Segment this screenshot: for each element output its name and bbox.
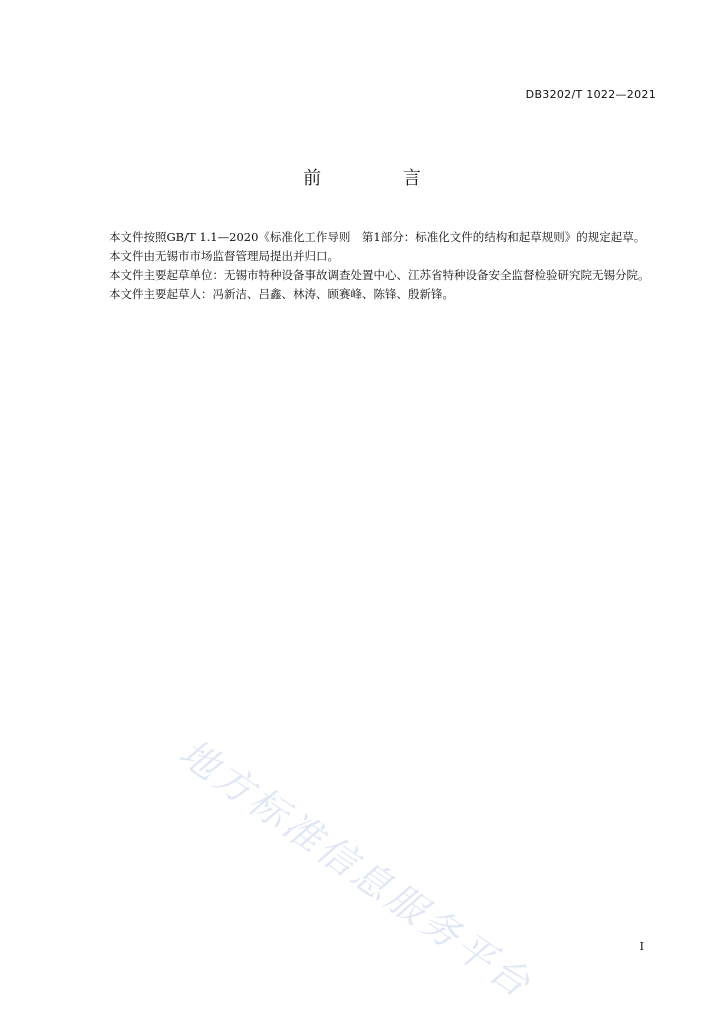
document-code: DB3202/T 1022—2021 — [525, 88, 656, 101]
watermark: 地方标准信息服务平台 — [171, 730, 541, 1008]
page-number: I — [639, 940, 644, 953]
paragraph-drafters: 本文件主要起草人：冯新洁、吕鑫、林涛、顾赛峰、陈锋、殷新锋。 — [109, 287, 454, 301]
paragraph-drafting-rules: 本文件按照GB/T 1.1—2020《标准化工作导则 第1部分：标准化文件的结构和起草规则》的规定起草。 — [109, 230, 646, 244]
foreword-body — [86, 228, 658, 304]
paragraph-drafting-units: 本文件主要起草单位：无锡市特种设备事故调查处置中心、江苏省特种设备安全监督检验研究院无锡分院。 — [109, 268, 650, 282]
page-title: 前 言 — [303, 168, 459, 189]
paragraph-proposer: 本文件由无锡市市场监督管理局提出并归口。 — [109, 249, 339, 263]
